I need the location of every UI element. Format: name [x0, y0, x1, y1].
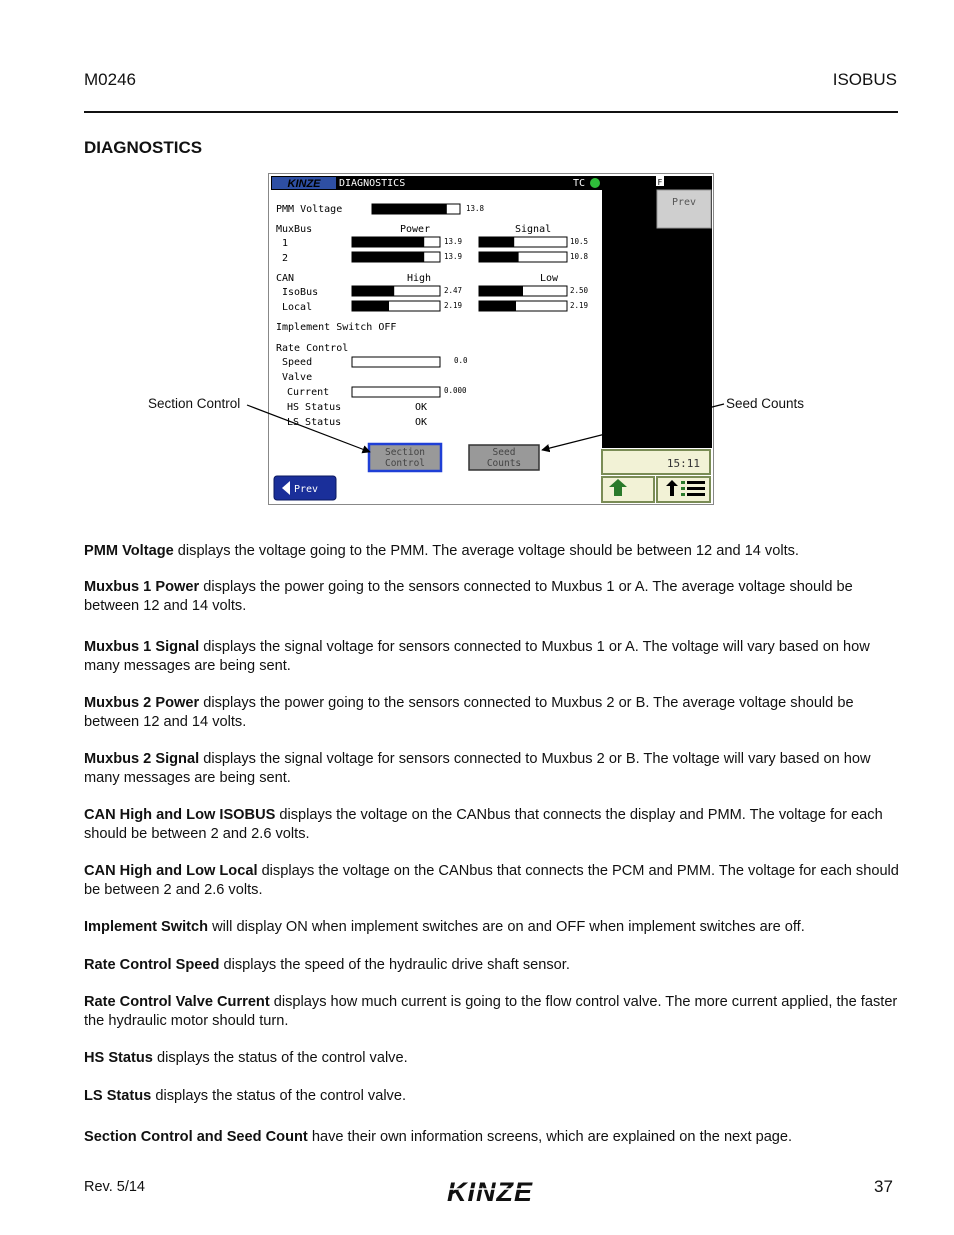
para-text: displays how much current is going to the flow control valve. The more current applied, the faster the hydraulic motor should turn. [84, 994, 898, 1029]
para-rate-control-speed [84, 956, 900, 975]
valve-label: Valve [282, 372, 313, 383]
muxbus-label: MuxBus [276, 224, 313, 235]
section-control-callout: Section Control [148, 396, 241, 411]
para-term: Rate Control Valve Current [84, 994, 270, 1010]
pmm-voltage-value: 13.8 [466, 204, 485, 213]
para-section-control [84, 1128, 900, 1147]
section-control-label-1: Section [384, 447, 426, 458]
para-term: PMM Voltage [84, 543, 174, 559]
doc-section: ISOBUS [832, 70, 897, 89]
para-muxbus1-signal [84, 638, 900, 676]
seed-counts-label-2: Counts [486, 458, 522, 469]
muxbus-2-label: 2 [282, 253, 289, 264]
ls-status-label: LS Status [287, 417, 342, 428]
para-term: Muxbus 1 Signal [84, 639, 200, 655]
para-can-local [84, 862, 900, 900]
para-term: Implement Switch [84, 919, 209, 935]
ls-status-value: OK [415, 417, 428, 428]
para-ls-status [84, 1087, 900, 1106]
kinze-footer-logo-text: KINZE [447, 1177, 533, 1206]
current-label: Current [287, 387, 330, 398]
para-text: will display ON when implement switches are on and OFF when implement switches are off. [208, 919, 805, 935]
screen-title: DIAGNOSTICS [339, 178, 406, 189]
para-text: displays the voltage on the CANbus that connects the display and PMM. The voltage for each should be between 2 and 2.6 volts. [84, 807, 883, 842]
para-text: displays the power going to the sensors connected to Muxbus 1 or A. The average voltage should be between 12 and 14 volts. [84, 579, 853, 614]
prev-button-label: Prev [294, 484, 319, 495]
page-number: 37 [874, 1177, 893, 1196]
para-hs-status [84, 1049, 900, 1068]
para-implement-switch [84, 918, 900, 937]
para-muxbus2-signal [84, 750, 900, 788]
para-text: displays the status of the control valve. [151, 1088, 407, 1104]
muxbus-1-label: 1 [282, 238, 289, 249]
para-term: Rate Control Speed [84, 957, 220, 973]
current-value: 0.000 [444, 386, 467, 395]
para-text: displays the power going to the sensors connected to Muxbus 2 or B. The average voltage should be between 12 and 14 volts. [84, 695, 854, 730]
doc-number: M0246 [84, 70, 136, 89]
muxbus-power-label: Power [400, 224, 431, 235]
para-text: displays the signal voltage for sensors connected to Muxbus 2 or B. The voltage will vary based on how many messages are being sent. [84, 751, 871, 786]
para-term: CAN High and Low ISOBUS [84, 807, 276, 823]
can-isobus-low-value: 2.50 [570, 286, 589, 295]
clock: 15:11 [666, 457, 700, 470]
para-term: Muxbus 1 Power [84, 579, 200, 595]
speed-label: Speed [282, 357, 313, 368]
para-term: CAN High and Low Local [84, 863, 258, 879]
can-label: CAN [276, 273, 295, 284]
muxbus-1-power-value: 13.9 [444, 237, 463, 246]
f-label: F [657, 178, 663, 187]
muxbus-1-signal-value: 10.5 [570, 237, 589, 246]
para-term: Muxbus 2 Signal [84, 751, 200, 767]
footer-revision: Rev. 5/14 [84, 1179, 145, 1195]
can-local-label: Local [282, 302, 313, 313]
kinze-logo-text: KINZE [287, 178, 321, 190]
implement-switch-status: Implement Switch OFF [276, 322, 397, 333]
speed-value: 0.0 [454, 356, 468, 365]
para-term: Muxbus 2 Power [84, 695, 200, 711]
can-high-label: High [407, 273, 432, 284]
can-local-low-value: 2.19 [570, 301, 589, 310]
section-title: DIAGNOSTICS [84, 138, 203, 157]
para-text: displays the voltage on the CANbus that connects the PCM and PMM. The voltage for each should be between 2 and 2.6 volts. [84, 863, 899, 898]
prev-softkey-label: Prev [671, 197, 697, 208]
para-text: displays the signal voltage for sensors connected to Muxbus 1 or A. The voltage will vary based on how many messages are being sent. [84, 639, 870, 674]
para-muxbus2-power [84, 694, 900, 732]
can-local-high-value: 2.19 [444, 301, 463, 310]
para-text: have their own information screens, which are explained on the next page. [307, 1129, 793, 1145]
seed-counts-leader [542, 404, 724, 450]
para-term: Section Control and Seed Count [84, 1129, 308, 1145]
kinze-footer-logo [430, 1176, 550, 1206]
para-valve-current [84, 993, 900, 1031]
para-pmm-voltage [84, 542, 900, 561]
para-term: HS Status [84, 1050, 153, 1066]
seed-counts-callout: Seed Counts [726, 396, 805, 411]
seed-counts-label-1: Seed [492, 447, 516, 458]
pmm-voltage-label: PMM Voltage [276, 204, 343, 215]
section-control-label-2: Control [384, 458, 426, 469]
muxbus-2-power-value: 13.9 [444, 252, 463, 261]
para-term: LS Status [84, 1088, 152, 1104]
para-text: displays the voltage going to the PMM. The average voltage should be between 12 and 14 volts. [173, 543, 799, 559]
para-text: displays the status of the control valve. [152, 1050, 408, 1066]
section-control-leader [247, 405, 370, 452]
muxbus-signal-label: Signal [515, 224, 552, 235]
muxbus-2-signal-value: 10.8 [570, 252, 589, 261]
rate-control-label: Rate Control [276, 343, 349, 354]
hs-status-value: OK [415, 402, 428, 413]
hs-status-label: HS Status [287, 402, 342, 413]
can-low-label: Low [540, 273, 559, 284]
para-can-isobus [84, 806, 900, 844]
can-isobus-high-value: 2.47 [444, 286, 463, 295]
can-isobus-label: IsoBus [282, 287, 319, 298]
tc-label: TC [573, 178, 586, 189]
para-muxbus1-power [84, 578, 900, 616]
para-text: displays the speed of the hydraulic drive shaft sensor. [219, 957, 570, 973]
